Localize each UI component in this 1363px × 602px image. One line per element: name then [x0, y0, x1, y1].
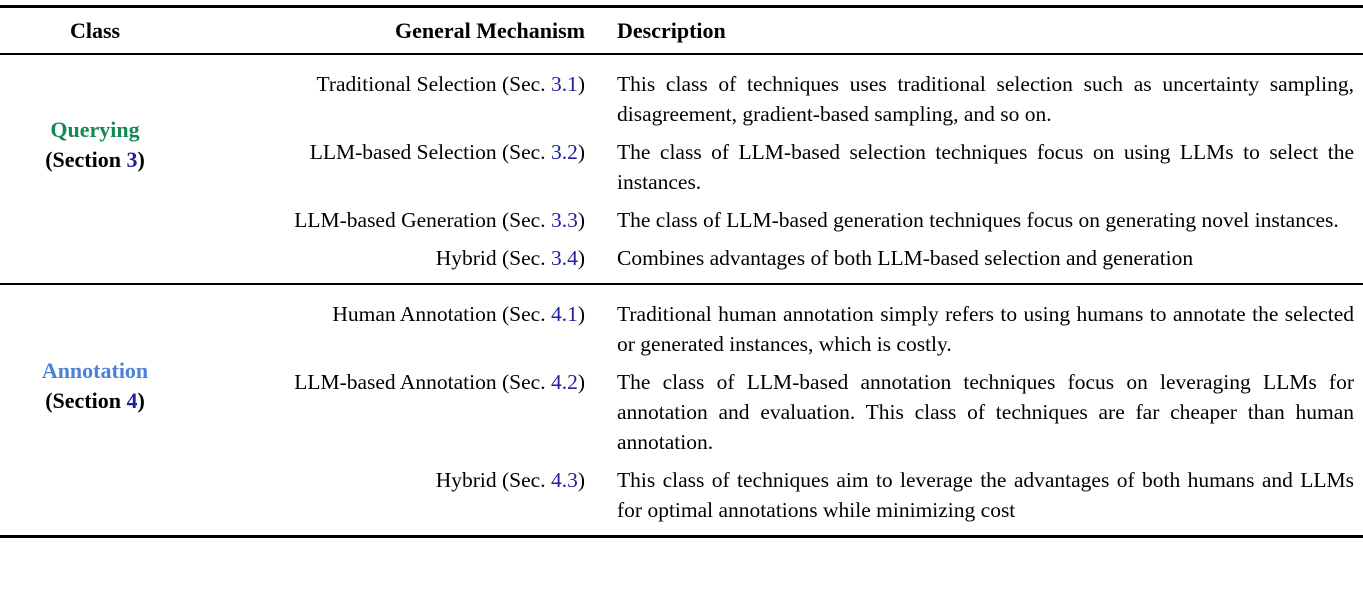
mechanism-traditional-selection: [190, 69, 585, 99]
mechanism-human-annotation: [190, 299, 585, 329]
mechanism-llm-based-annotation: [190, 367, 585, 397]
table-bottom-rule: [0, 535, 1363, 538]
table-header-row: [0, 8, 1363, 53]
mechanism-text-close: ): [577, 246, 585, 270]
mechanism-text: Traditional Selection (Sec.: [316, 72, 551, 96]
class-section-ref-annotation: [42, 386, 148, 416]
table-row: [190, 465, 1363, 525]
mechanism-text: LLM-based Annotation (Sec.: [294, 370, 551, 394]
description-llm-based-selection: The class of LLM-based selection techniques focus on using LLMs to select the instances.: [617, 140, 1354, 194]
description-human-annotation: Traditional human annotation simply refers to using humans to annotate the selected or generated instances, which is costly.: [617, 302, 1354, 356]
mechanism-llm-based-generation: [190, 205, 585, 235]
class-label-annotation: Annotation: [41, 358, 149, 383]
mechanism-text: Hybrid (Sec.: [435, 246, 551, 270]
description-hybrid-querying: Combines advantages of both LLM-based selection and generation: [617, 246, 1194, 270]
class-label-querying: Querying: [50, 117, 140, 142]
section-annotation: [0, 285, 1363, 535]
class-cell-querying: [0, 55, 190, 283]
mechanism-text: Hybrid (Sec.: [435, 468, 551, 492]
table-row: [190, 205, 1363, 235]
section-querying-rows: [190, 55, 1363, 283]
mechanism-text-close: ): [577, 72, 585, 96]
mechanism-text: LLM-based Generation (Sec.: [294, 208, 551, 232]
column-header-class: Class: [69, 17, 121, 43]
section-prefix: (Section: [45, 388, 127, 413]
description-llm-based-annotation: The class of LLM-based annotation techniques focus on leveraging LLMs for annotation and evaluation. This class of techniques are far cheaper than human annotation.: [617, 370, 1354, 454]
mechanism-hybrid-annotation: [190, 465, 585, 495]
mechanism-text-close: ): [577, 208, 585, 232]
section-prefix: (Section: [45, 147, 127, 172]
section-ref-link[interactable]: 3.2: [550, 140, 578, 164]
mechanism-text: Human Annotation (Sec.: [332, 302, 551, 326]
description-traditional-selection: This class of techniques uses traditional selection such as uncertainty sampling, disagreement, gradient-based sampling, and so on.: [617, 72, 1354, 126]
table-row: [190, 243, 1363, 273]
section-ref-link[interactable]: 4.3: [550, 468, 578, 492]
table-row: [190, 367, 1363, 457]
class-cell-annotation: [0, 285, 190, 535]
table-row: [190, 299, 1363, 359]
mechanism-text-close: ): [577, 370, 585, 394]
mechanism-llm-based-selection: [190, 137, 585, 167]
description-hybrid-annotation: This class of techniques aim to leverage the advantages of both humans and LLMs for optimal annotations while minimizing cost: [617, 468, 1354, 522]
mechanism-hybrid-querying: [190, 243, 585, 273]
mechanism-text: LLM-based Selection (Sec.: [309, 140, 551, 164]
mechanism-text-close: ): [577, 140, 585, 164]
mechanism-text-close: ): [577, 468, 585, 492]
class-cell-querying-inner: [45, 115, 145, 175]
column-header-description: Description: [617, 17, 726, 43]
section-number-link[interactable]: 4: [126, 388, 138, 413]
class-section-ref-querying: [45, 145, 145, 175]
description-llm-based-generation: The class of LLM-based generation techniques focus on generating novel instances.: [617, 208, 1339, 232]
section-querying: [0, 55, 1363, 283]
class-cell-annotation-inner: [42, 356, 148, 416]
section-ref-link[interactable]: 3.1: [550, 72, 578, 96]
section-ref-link[interactable]: 4.1: [550, 302, 578, 326]
section-suffix: ): [137, 388, 145, 413]
section-ref-link[interactable]: 3.4: [550, 246, 578, 270]
table-row: [190, 69, 1363, 129]
section-number-link[interactable]: 3: [126, 147, 138, 172]
section-suffix: ): [137, 147, 145, 172]
section-ref-link[interactable]: 3.3: [550, 208, 578, 232]
section-ref-link[interactable]: 4.2: [550, 370, 578, 394]
table-row: [190, 137, 1363, 197]
mechanism-text-close: ): [577, 302, 585, 326]
column-header-general-mechanism: General Mechanism: [394, 17, 585, 43]
section-annotation-rows: [190, 285, 1363, 535]
